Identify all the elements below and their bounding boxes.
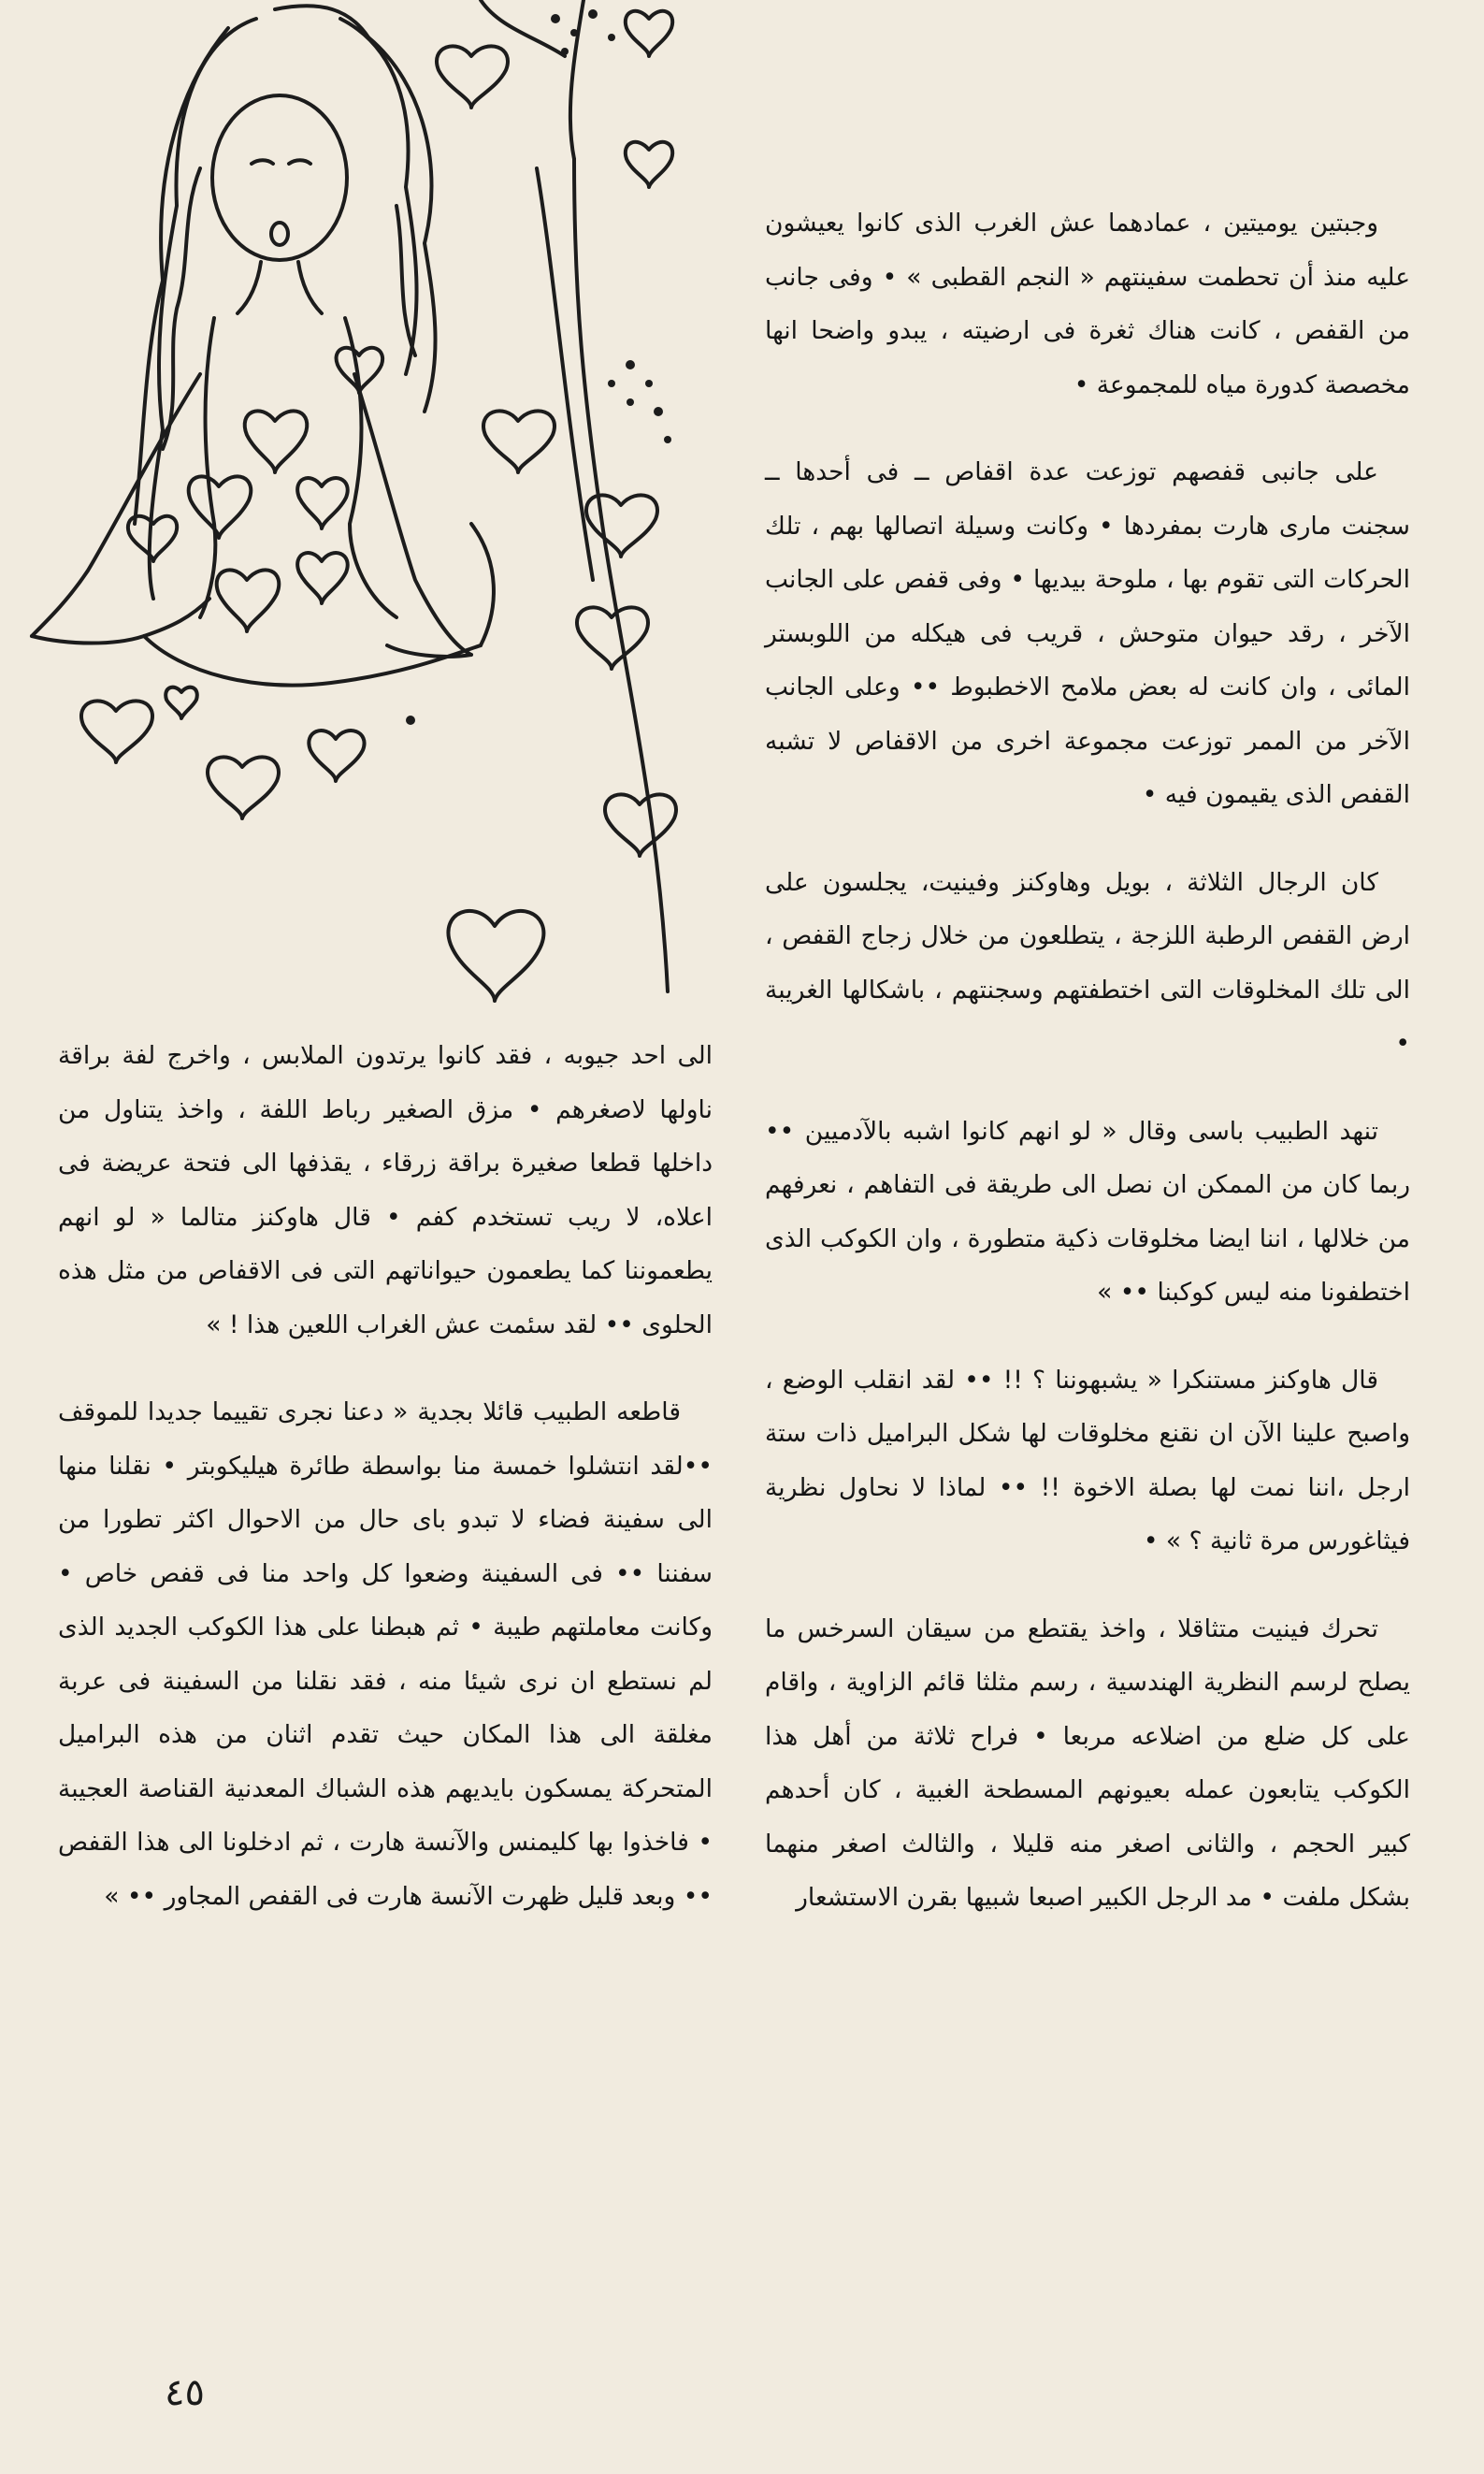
paragraph: تحرك فينيت متثاقلا ، واخذ يقتطع من سيقان السرخس ما يصلح لرسم النظرية الهندسية ، رسم مثلثا قائم الزاوية ، واقام على كل ضلع من اضلاعه مربعا • فراح ثلاثة من أهل هذا الكوكب يتابعون عمله بعيونهم المسطحة الغبية ، كان أحدهم كبير الحجم ، والثانى اصغر منه قليلا ، والثالث اصغر منهما بشكل ملفت • مد الرجل الكبير اصبعا شبيها بقرن الاستشعار xyxy=(765,1613,1410,1912)
paragraph: على جانبى قفصهم توزعت عدة اقفاص ــ فى أحدها ــ سجنت مارى هارت بمفردها • وكانت وسيلة اتصالها بهم ، تلك الحركات التى تقوم بها ، ملوحة بيديها • وفى قفص على الجانب الآخر ، رقد حيوان متوحش ، قريب فى هيكله من اللوبستر المائى ، وان كانت له بعض ملامح الاخطبوط •• وعلى الجانب الآخر من الممر توزعت مجموعة اخرى من الاقفاص لا تشبه القفص الذى يقيمون فيه • xyxy=(765,457,1410,809)
paragraph: قال هاوكنز مستنكرا « يشبهوننا ؟ !! •• لقد انقلب الوضع ، واصبح علينا الآن ان نقنع مخلوقات لها شكل البراميل ذات ستة ارجل ،اننا نمت لها بصلة الاخوة !! •• لماذا لا نحاول نظرية فيثاغورس مرة ثانية ؟ » • xyxy=(765,1365,1410,1555)
paragraph: قاطعه الطبيب قائلا بجدية « دعنا نجرى تقييما جديدا للموقف ••لقد انتشلوا خمسة منا بواسطة طائرة هيليكوبتر • نقلنا منها الى سفينة فضاء لا تبدو باى حال من الاحوال اكثر تطورا من سفننا •• فى السفينة وضعوا كل واحد منا فى قفص خاص • وكانت معاملتهم طيبة • ثم هبطنا على هذا الكوكب الجديد الذى لم نستطع ان نرى شيئا منه ، فقد نقلنا من السفينة فى عربة مغلقة الى هذا المكان حيث تقدم اثنان من هذه البراميل المتحركة يمسكون بايديهم هذه الشباك المعدنية القناصة العجيبة • فاخذوا بها كليمنس والآنسة هارت ، ثم ادخلونا الى هذا القفص •• وبعد قليل ظهرت الآنسة هارت فى القفص المجاور •• » xyxy=(58,1397,713,1911)
paragraph: الى احد جيوبه ، فقد كانوا يرتدون الملابس ، واخرج لفة براقة ناولها لاصغرهم • مزق الصغير رباط اللفة ، واخذ يتناول من داخلها قطعا صغيرة براقة زرقاء ، يقذفها الى فتحة عريضة فى اعلاه، لا ريب تستخدم كفم • قال هاوكنز متالما « لو انهم يطعموننا كما يطعمون حيواناتهم التى فى الاقفاص من مثل هذه الحلوى •• لقد سئمت عش الغراب اللعين هذا ! » xyxy=(58,1041,713,1339)
paragraph: تنهد الطبيب باسى وقال « لو انهم كانوا اشبه بالآدميين •• ربما كان من الممكن ان نصل الى طريقة فى التفاهم ، نعرفهم من خلالها ، اننا ايضا مخلوقات ذكية متطورة ، وان الكوكب الذى اختطفونا منه ليس كوكبنا •• » xyxy=(765,1116,1410,1307)
paragraph: كان الرجال الثلاثة ، بويل وهاوكنز وفينيت، يجلسون على ارض القفص الرطبة اللزجة ، يتطلعون من خلال زجاج القفص ، الى تلك المخلوقات التى اختطفتهم وسجنتهم ، باشكالها الغريبة • xyxy=(765,867,1410,1058)
page-number: ٤٥ xyxy=(165,2371,205,2414)
paragraph: وجبتين يوميتين ، عمادهما عش الغرب الذى كانوا يعيشون عليه منذ أن تحطمت سفينتهم « النجم القطبى » • وفى جانب من القفص ، كانت هناك ثغرة فى ارضيته ، يبدو واضحا انها مخصصة كدورة مياه للمجموعة • xyxy=(765,209,1410,399)
girl-with-hearts-illustration xyxy=(13,0,688,1010)
article-right-column xyxy=(765,196,1410,1959)
article-left-column xyxy=(58,1029,713,1957)
